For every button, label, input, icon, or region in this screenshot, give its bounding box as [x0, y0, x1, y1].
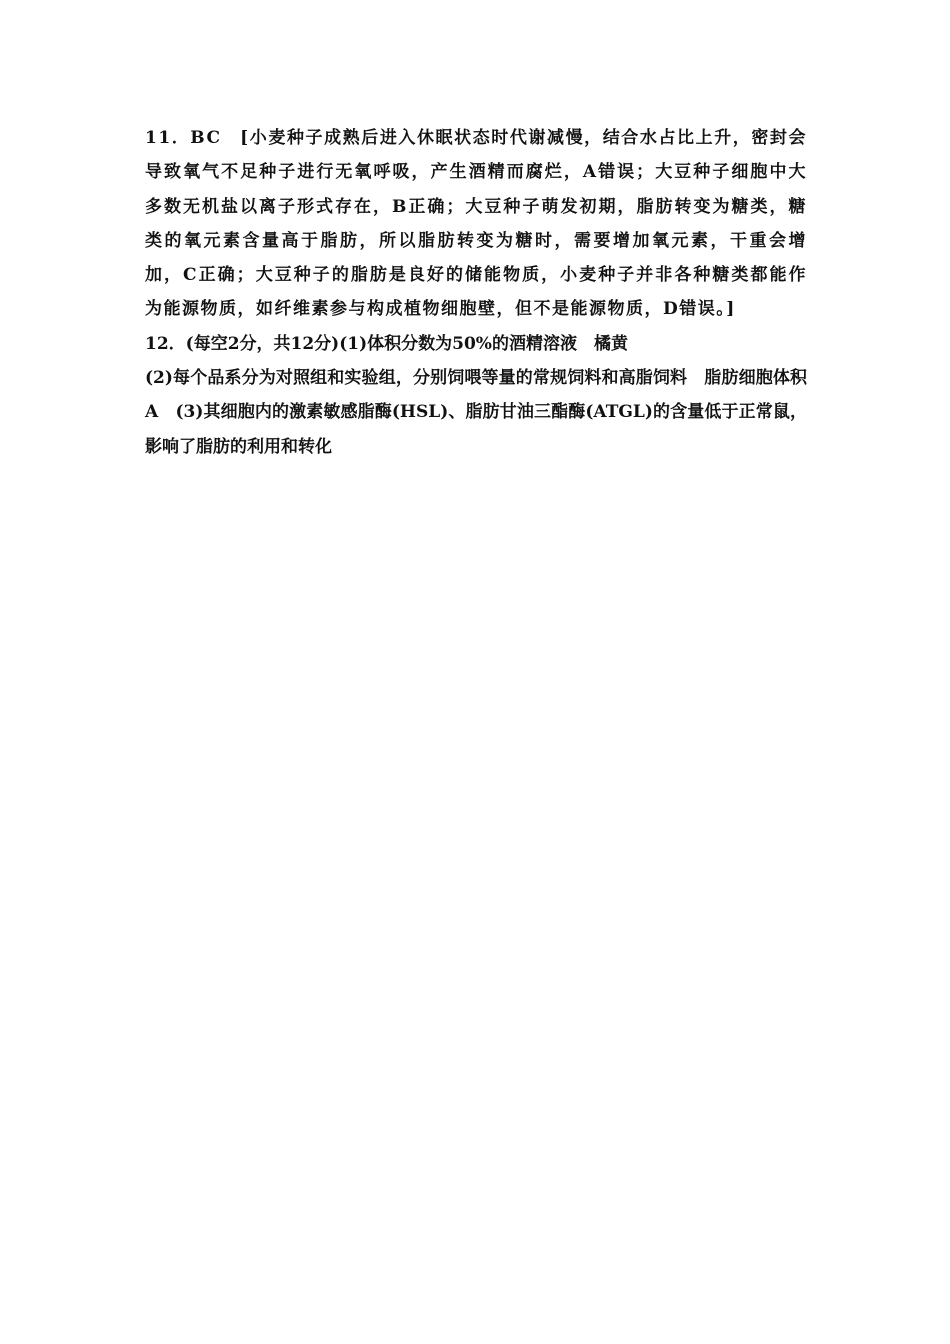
answer-12-header: 12．(每空2分，共12分)(1)体积分数为50%的酒精溶液 橘黄	[145, 333, 628, 354]
answer-11-paragraph: 11．BC [小麦种子成熟后进入休眠状态时代谢减慢，结合水占比上升，密封会导致氧气不足种子进行无氧呼吸，产生酒精而腐烂，A错误；大豆种子细胞中大多数无机盐以离子形式存在，B正确；大豆种子萌发初期，脂肪转变为糖类，糖类的氧元素含量高于脂肪，所以脂肪转变为糖时，需要增加氧元素，干重会增加，C正确；大豆种子的脂肪是良好的储能物质，小麦种子并非各种糖类都能作为能源物质，如纤维素参与构成植物细胞壁，但不是能源物质，D错误。]	[145, 128, 807, 320]
answer-content	[145, 121, 824, 464]
answer-12-body: (2)每个品系分为对照组和实验组，分别饲喂等量的常规饲料和高脂饲料 脂肪细胞体积 A (3)其细胞内的激素敏感脂酶(HSL)、脂肪甘油三酯酶(ATGL)的含量低于正常鼠，影响了脂肪的利用和转化	[145, 368, 824, 457]
